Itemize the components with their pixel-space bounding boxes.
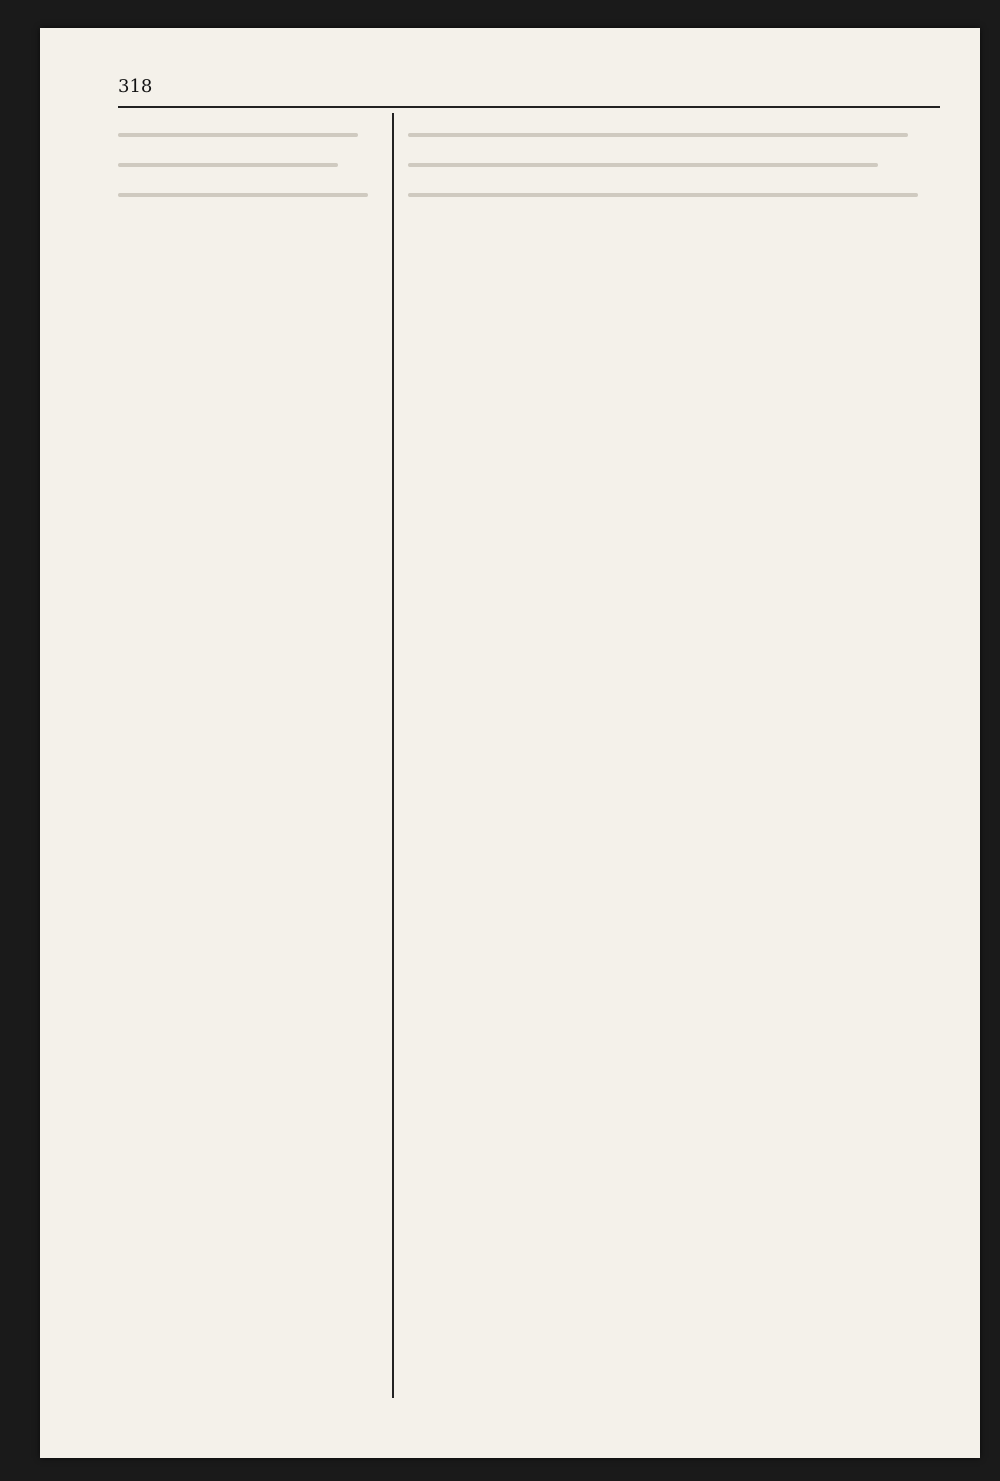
illegible-text-line <box>118 193 368 197</box>
left-column <box>118 123 380 1413</box>
illegible-text-line <box>408 193 918 197</box>
column-divider <box>392 113 394 1398</box>
page-number: 318 <box>118 76 153 97</box>
illegible-text-line <box>408 133 908 137</box>
header-rule <box>118 106 940 108</box>
illegible-text-line <box>408 163 878 167</box>
newspaper-page <box>40 28 980 1458</box>
illegible-text-line <box>118 163 338 167</box>
right-column <box>408 123 940 1413</box>
illegible-text-line <box>118 133 358 137</box>
